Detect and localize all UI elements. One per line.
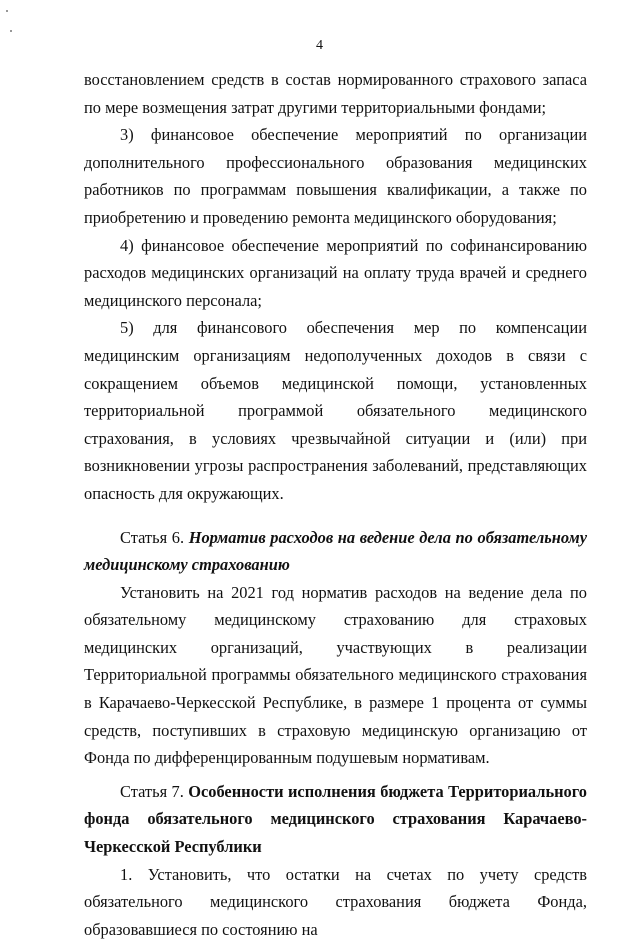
article-7-body: 1. Установить, что остатки на счетах по учету средств обязательного медицинского страхования бюджета Фонда, образовавшиеся по состоянию на (84, 864, 587, 939)
list-item-5: 5) для финансового обеспечения мер по компенсации медицинским организациям недополученных доходов в связи с сокращением объемов медицинской помощи, установленных территориальной программой обязательного медицинского страхования, в условиях чрезвычайной ситуации и (или) при возникновении угрозы распространения заболеваний, представляющих опасность для окружающих. (84, 318, 587, 503)
paragraph-continuation: восстановлением средств в состав нормированного страхового запаса по мере возмещения затрат другими территориальными фондами; (84, 70, 587, 117)
scan-speck (6, 10, 8, 12)
article-6-prefix: Статья 6. (120, 527, 189, 547)
article-6-body: Установить на 2021 год норматив расходов на ведение дела по обязательному медицинскому страхованию для страховых медицинских организаций, участвующих в реализации Территориальной программы обязательного медицинского страхования в Карачаево-Черкесской Республике, в размере 1 процента от суммы средств, поступивших в страховую медицинскую организацию от Фонда по дифференцированным подушевым нормативам. (84, 582, 587, 768)
list-item-4: 4) финансовое обеспечение мероприятий по софинансированию расходов медицинских организаций на оплату труда врачей и среднего медицинского персонала; (84, 235, 587, 310)
article-7-heading (84, 778, 587, 861)
list-item-3: 3) финансовое обеспечение мероприятий по организации дополнительного профессионального образования медицинских работников по программам повышения квалификации, а также по приобретению и проведению ремонта медицинского оборудования; (84, 125, 587, 227)
scan-speck (10, 30, 12, 32)
article-7-prefix: Статья 7. (120, 781, 189, 801)
spacer (84, 508, 587, 524)
article-7-title: Особенности исполнения бюджета Территориального фонда обязательного медицинского страхования Карачаево-Черкесской Республики (84, 781, 587, 857)
document-body (84, 66, 587, 943)
page-number: 4 (316, 38, 323, 53)
article-6-title: Норматив расходов на ведение дела по обязательному медицинскому страхованию (84, 527, 587, 575)
article-6-heading (84, 524, 587, 579)
